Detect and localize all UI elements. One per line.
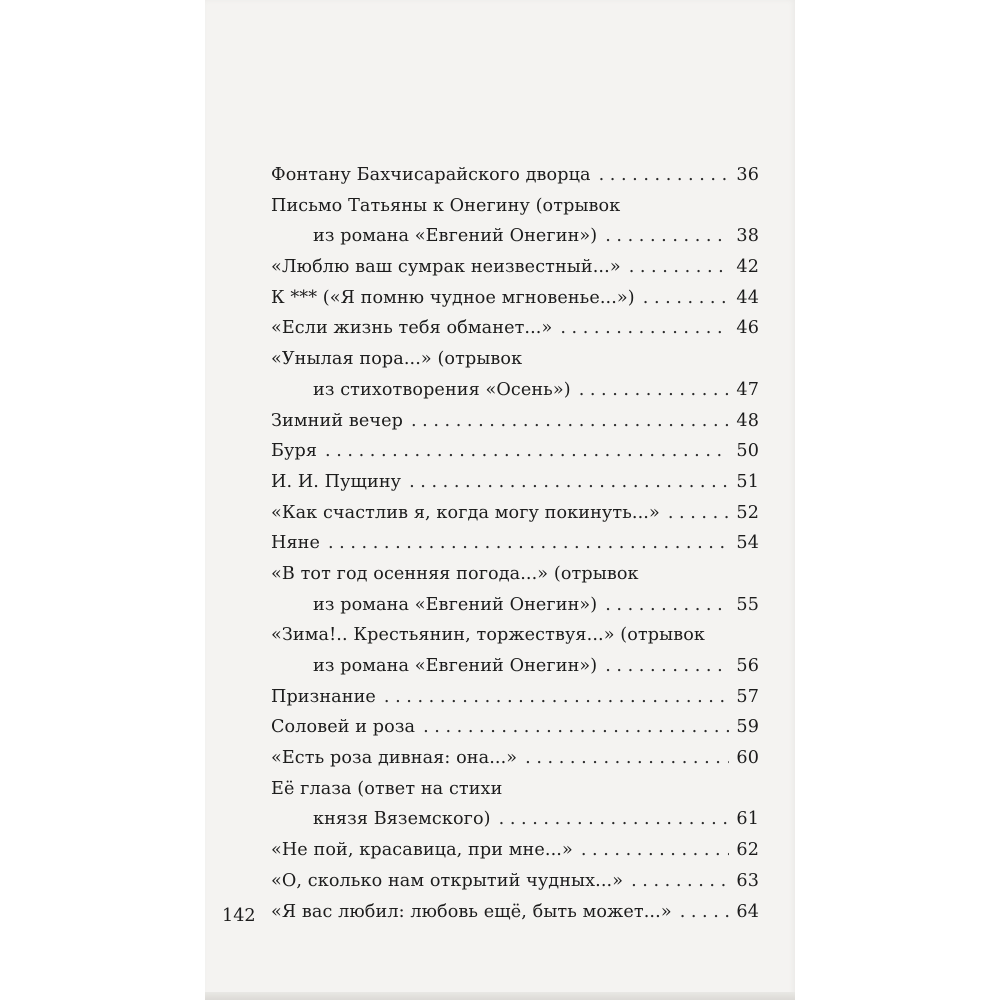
dot-leader [560, 313, 729, 344]
toc-entry [271, 835, 759, 866]
toc-entry-title: «В тот год осенняя погода...» (отрывок [271, 563, 639, 584]
toc-entry [271, 682, 759, 713]
toc-entry-page: 47 [736, 379, 759, 400]
toc-entry-title: К *** («Я помню чудное мгновенье...») [271, 287, 635, 308]
toc-entry-line [271, 191, 759, 222]
toc-entry-title: Признание [271, 686, 376, 707]
toc-entry-line [271, 252, 759, 283]
toc-entry-title: Соловей и роза [271, 717, 416, 738]
toc-entry-page: 42 [736, 257, 759, 278]
toc-entry-page: 59 [736, 717, 759, 738]
toc-entry-title: из романа «Евгений Онегин») [313, 594, 598, 615]
toc-entry-page: 36 [736, 165, 759, 185]
toc-entry [271, 436, 759, 467]
dot-leader [423, 712, 729, 743]
toc-entry [271, 774, 759, 835]
toc-entry [271, 559, 759, 620]
toc-entry-line [271, 774, 759, 805]
toc-entry [271, 528, 759, 559]
toc-entry-title: «Люблю ваш сумрак неизвестный...» [271, 257, 621, 278]
toc-entry-title: Зимний вечер [271, 410, 403, 431]
dot-leader [328, 528, 729, 559]
toc-entry [271, 897, 759, 928]
toc-entry-continuation [271, 651, 759, 682]
dot-leader [605, 221, 729, 252]
toc-entry [271, 283, 759, 314]
page-number: 142 [222, 906, 256, 926]
toc-entry-title: «Если жизнь тебя обманет...» [271, 318, 553, 339]
toc-entry-line [271, 498, 759, 529]
toc-entry-line [271, 344, 759, 375]
toc-entry-title: «О, сколько нам открытий чудных...» [271, 870, 624, 891]
dot-leader [668, 498, 729, 529]
toc-entry-title: из стихотворения «Осень») [313, 379, 571, 400]
toc-entry-page: 62 [736, 840, 759, 861]
toc-entry-line [271, 682, 759, 713]
toc-entry [271, 498, 759, 529]
dot-leader [384, 682, 729, 713]
toc-entry-line [271, 436, 759, 467]
toc-entry [271, 866, 759, 897]
toc-entry [271, 160, 759, 191]
dot-leader [599, 160, 729, 191]
toc-entry-page: 52 [736, 502, 759, 523]
toc-entry-page: 38 [736, 226, 759, 247]
dot-leader [325, 436, 729, 467]
toc-entry-line [271, 835, 759, 866]
toc-entry [271, 620, 759, 681]
toc-entry-page: 44 [736, 287, 759, 308]
dot-leader [605, 590, 729, 621]
toc-entry-title: «Я вас любил: любовь ещё, быть может...» [271, 901, 672, 922]
toc-entry-line [271, 283, 759, 314]
dot-leader [525, 743, 729, 774]
toc-entry-line [271, 712, 759, 743]
dot-leader [605, 651, 729, 682]
toc-entry-page: 56 [736, 656, 759, 676]
dot-leader [631, 866, 729, 897]
toc-entry-title: князя Вяземского) [313, 809, 491, 830]
toc-entry-page: 61 [736, 809, 759, 830]
dot-leader [411, 406, 729, 437]
toc-entry-line [271, 313, 759, 344]
toc-entry-continuation [271, 375, 759, 406]
toc-entry-title: Письмо Татьяны к Онегину (отрывок [271, 195, 621, 216]
dot-leader [579, 375, 729, 406]
toc-entry-title: Её глаза (ответ на стихи [271, 778, 503, 799]
toc-entry [271, 252, 759, 283]
toc-entry-continuation [271, 221, 759, 252]
toc-entry-page: 63 [736, 870, 759, 891]
toc-entry-continuation [271, 804, 759, 835]
toc-entry-page: 46 [736, 318, 759, 339]
toc-entry-page: 57 [736, 686, 759, 707]
toc-entry-title: из романа «Евгений Онегин») [313, 226, 598, 247]
toc-entry-line [271, 743, 759, 774]
toc-entry-title: «Унылая пора...» (отрывок [271, 349, 523, 370]
toc-entry-line [271, 897, 759, 928]
table-of-contents [271, 160, 759, 927]
toc-entry-continuation [271, 590, 759, 621]
dot-leader [499, 804, 729, 835]
toc-entry-title: «Как счастлив я, когда могу покинуть...» [271, 502, 660, 523]
toc-entry-line [271, 528, 759, 559]
dot-leader [581, 835, 729, 866]
toc-entry-line [271, 559, 759, 590]
toc-entry-page: 50 [736, 441, 759, 462]
toc-entry-title: «Не пой, красавица, при мне...» [271, 840, 573, 861]
toc-entry [271, 344, 759, 405]
toc-entry-page: 54 [736, 533, 759, 554]
toc-entry-title: Фонтану Бахчисарайского дворца [271, 165, 591, 185]
toc-entry [271, 191, 759, 252]
toc-entry-line [271, 620, 759, 651]
toc-entry [271, 743, 759, 774]
toc-entry [271, 467, 759, 498]
toc-entry-title: Буря [271, 441, 318, 462]
toc-entry-page: 48 [736, 410, 759, 431]
toc-entry-line [271, 406, 759, 437]
toc-entry-page: 55 [736, 594, 759, 615]
toc-entry-line [271, 467, 759, 498]
page-edge [205, 992, 795, 1000]
toc-entry [271, 712, 759, 743]
toc-entry-line [271, 866, 759, 897]
toc-entry-title: «Есть роза дивная: она...» [271, 748, 518, 769]
dot-leader [629, 252, 729, 283]
toc-entry-line [271, 160, 759, 191]
toc-entry-title: «Зима!.. Крестьянин, торжествуя...» (отрывок [271, 625, 706, 646]
dot-leader [680, 897, 729, 928]
dot-leader [643, 283, 729, 314]
toc-entry-title: И. И. Пущину [271, 471, 402, 492]
toc-entry-title: из романа «Евгений Онегин») [313, 656, 598, 676]
toc-entry-page: 51 [736, 471, 759, 492]
toc-entry [271, 406, 759, 437]
toc-entry [271, 313, 759, 344]
toc-entry-page: 60 [736, 748, 759, 769]
toc-entry-title: Няне [271, 533, 320, 554]
dot-leader [409, 467, 729, 498]
toc-entry-page: 64 [736, 901, 759, 922]
